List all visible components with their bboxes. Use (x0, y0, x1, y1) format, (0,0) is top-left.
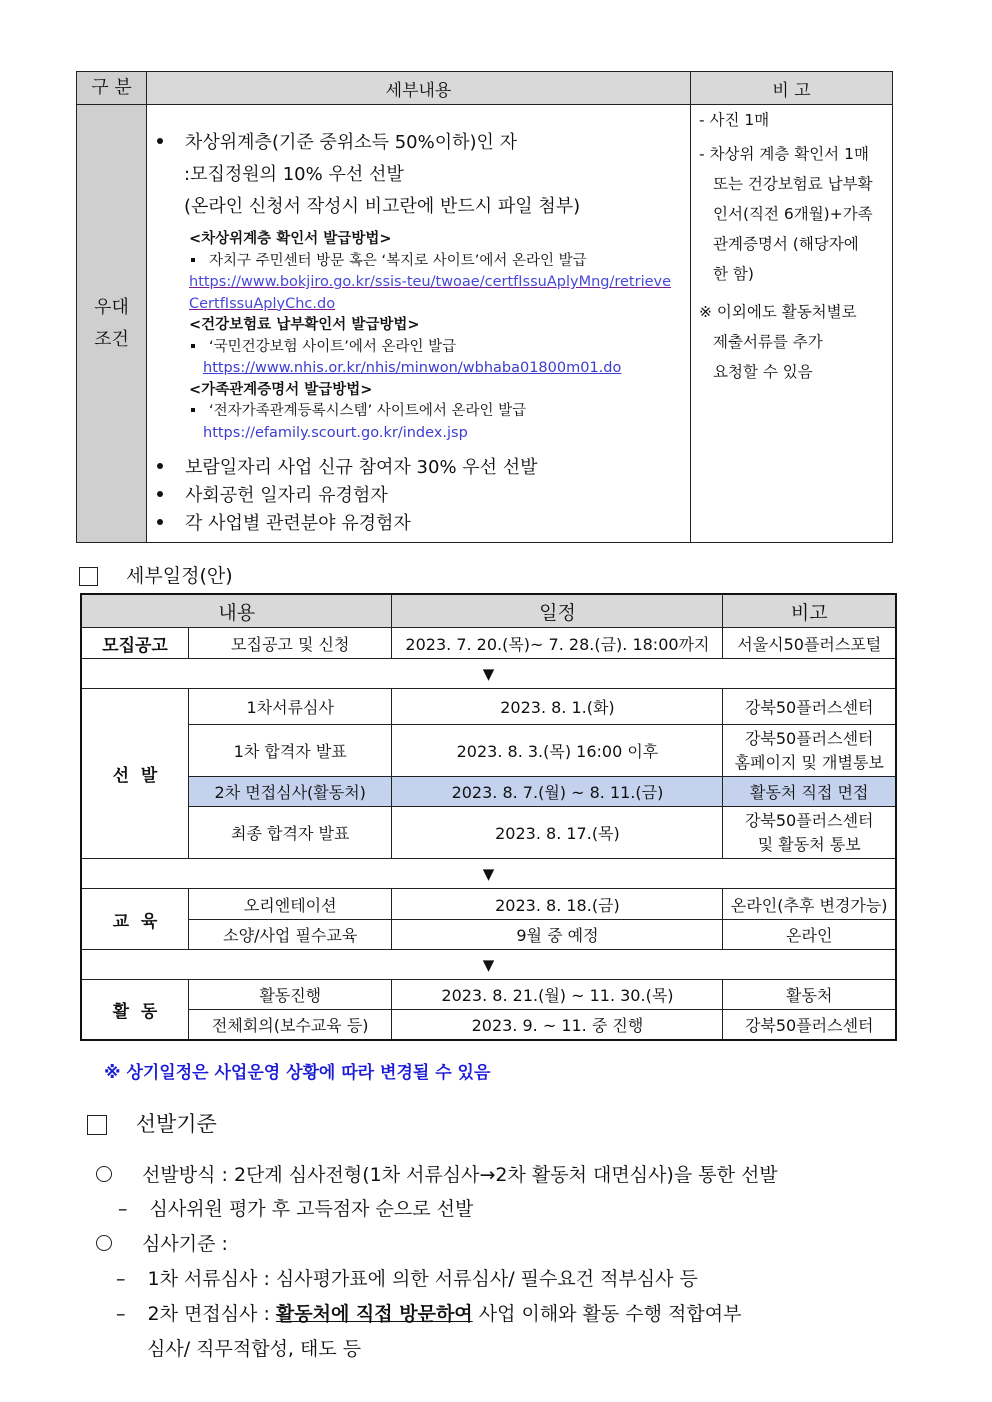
note-line: - 차상위 계층 확인서 1매 (699, 145, 869, 163)
schedule-item: 전체회의(보수교육 등) (189, 1010, 392, 1040)
preference-table (76, 71, 893, 543)
schedule-item: 1차서류심사 (189, 689, 392, 725)
note-line: 한 함) (713, 265, 754, 283)
schedule-note: 활동처 직접 면접 (723, 777, 896, 807)
criteria-second-line2: 심사/ 직무적합성, 태도 등 (147, 1338, 362, 1360)
checkbox-square-icon (87, 1115, 107, 1135)
header-detail: 세부내용 (147, 72, 691, 105)
note-line: - 사진 1매 (699, 111, 770, 129)
header-note: 비 고 (691, 72, 893, 105)
circle-bullet-icon (96, 1235, 112, 1251)
header-category: 구 분 (77, 72, 147, 105)
criteria-first: – 1차 서류심사 : 심사평가표에 의한 서류심사/ 필수요건 적부심사 등 (116, 1268, 698, 1290)
bokjiro-link-cont[interactable]: CertfIssuAplyChc.do (189, 295, 336, 312)
schedule-date: 2023. 7. 20.(목)~ 7. 28.(금). 18:00까지 (392, 628, 723, 659)
note-cell (691, 105, 893, 543)
method-item-2: ‘국민건강보험 사이트’에서 온라인 발급 (189, 337, 690, 359)
category-line-2: 조건 (94, 328, 129, 350)
arrow-down-icon: ▼ (81, 659, 896, 689)
criteria-heading: 선발기준 (87, 1108, 217, 1138)
schedule-note: 강북50플러스센터 및 활동처 통보 (723, 807, 896, 859)
criteria-second: – 2차 면접심사 : 활동처에 직접 방문하여 사업 이해와 활동 수행 적합여부 (116, 1303, 742, 1325)
note-line: 제출서류를 추가 (713, 333, 823, 351)
arrow-down-icon: ▼ (81, 950, 896, 980)
small-bullet-icon (191, 408, 195, 412)
group-recruit: 모집공고 (81, 628, 189, 659)
small-bullet-icon (191, 344, 195, 348)
schedule-note: 서울시50플러스포털 (723, 628, 896, 659)
schedule-item: 오리엔테이션 (189, 889, 392, 920)
other-bullet-2: 사회공헌 일자리 유경험자 (147, 482, 690, 510)
schedule-item: 활동진행 (189, 980, 392, 1010)
main-bullet (147, 127, 690, 159)
schedule-heading: 세부일정(안) (79, 561, 233, 588)
efamily-link[interactable]: https://efamily.scourt.go.kr/index.jsp (203, 424, 468, 441)
note-line: ※ 이외에도 활동처별로 (699, 303, 857, 321)
schedule-item: 최종 합격자 발표 (189, 807, 392, 859)
schedule-note: 강북50플러스센터 (723, 689, 896, 725)
schedule-date: 2023. 8. 18.(금) (392, 889, 723, 920)
schedule-item: 소양/사업 필수교육 (189, 920, 392, 950)
schedule-date: 2023. 9. ~ 11. 중 진행 (392, 1010, 723, 1040)
issue-methods (147, 229, 690, 444)
schedule-item: 2차 면접심사(활동처) (189, 777, 392, 807)
schedule-note: 온라인(추후 변경가능) (723, 889, 896, 920)
method-item-3: ‘전자가족관계등록시스템’ 사이트에서 온라인 발급 (189, 401, 690, 423)
schedule-date: 2023. 8. 21.(월) ~ 11. 30.(목) (392, 980, 723, 1010)
header-note: 비고 (723, 594, 896, 628)
schedule-item: 모집공고 및 신청 (189, 628, 392, 659)
note-line: 인서(직전 6개월)+가족 (713, 205, 873, 223)
circle-bullet-icon (96, 1166, 112, 1182)
other-bullet-3: 각 사업별 관련분야 유경험자 (147, 510, 690, 538)
header-date: 일정 (392, 594, 723, 628)
method-title-2: <건강보험료 납부확인서 발급방법> (189, 317, 420, 333)
main-bullet-line3: (온라인 신청서 작성시 비고란에 반드시 파일 첨부) (184, 196, 581, 217)
schedule-table (80, 593, 897, 1041)
schedule-note: 활동처 (723, 980, 896, 1010)
checkbox-square-icon (79, 567, 98, 586)
schedule-note: 강북50플러스센터 (723, 1010, 896, 1040)
main-bullet-line2: :모집정원의 10% 우선 선발 (184, 164, 404, 185)
schedule-note: 온라인 (723, 920, 896, 950)
bullet-dot-icon (157, 519, 163, 525)
bullet-dot-icon (157, 491, 163, 497)
arrow-down-icon: ▼ (81, 859, 896, 889)
note-line: 또는 건강보험료 납부확 (713, 175, 873, 193)
note-line: 관계증명서 (해당자에 (713, 235, 859, 253)
detail-cell (147, 105, 691, 543)
note-line: 요청할 수 있음 (713, 363, 813, 381)
bullet-dot-icon (157, 138, 163, 144)
method-item-1: 자치구 주민센터 방문 혹은 ‘복지로 사이트’에서 온라인 발급 (189, 251, 690, 273)
category-cell (77, 105, 147, 543)
other-bullet-1: 보람일자리 사업 신규 참여자 30% 우선 선발 (147, 454, 690, 482)
other-bullets (147, 454, 690, 538)
small-bullet-icon (191, 258, 195, 262)
schedule-date: 2023. 8. 17.(목) (392, 807, 723, 859)
schedule-date: 2023. 8. 7.(월) ~ 8. 11.(금) (392, 777, 723, 807)
schedule-note: 강북50플러스센터 홈페이지 및 개별통보 (723, 725, 896, 777)
schedule-date: 2023. 8. 1.(화) (392, 689, 723, 725)
schedule-date: 2023. 8. 3.(목) 16:00 이후 (392, 725, 723, 777)
highlighted-row (81, 777, 896, 807)
schedule-item: 1차 합격자 발표 (189, 725, 392, 777)
group-activity: 활 동 (81, 980, 189, 1040)
group-edu: 교 육 (81, 889, 189, 950)
schedule-notice: ※ 상기일정은 사업운영 상황에 따라 변경될 수 있음 (104, 1063, 491, 1083)
header-content: 내용 (81, 594, 392, 628)
main-bullet-text: 차상위계층(기준 중위소득 50%이하)인 자 (185, 132, 518, 153)
group-select: 선 발 (81, 689, 189, 859)
method-title-3: <가족관계증명서 발급방법> (189, 381, 373, 398)
nhis-link[interactable]: https://www.nhis.or.kr/nhis/minwon/wbhaba01800m01.do (203, 360, 622, 376)
emphasis-text: 활동처에 직접 방문하여 (275, 1303, 473, 1325)
criteria-method: 선발방식 : 2단계 심사전형(1차 서류심사→2차 활동처 대면심사)을 통한 선발 (96, 1160, 778, 1187)
bullet-dot-icon (157, 463, 163, 469)
criteria-method-sub: – 심사위원 평가 후 고득점자 순으로 선발 (118, 1198, 474, 1220)
schedule-date: 9월 중 예정 (392, 920, 723, 950)
bokjiro-link[interactable]: https://www.bokjiro.go.kr/ssis-teu/twoae/certfIssuAplyMng/retrieve (189, 274, 672, 290)
criteria-standard: 심사기준 : (96, 1229, 228, 1256)
category-line-1: 우대 (94, 296, 129, 318)
method-title-1: <차상위계층 확인서 발급방법> (189, 231, 392, 247)
